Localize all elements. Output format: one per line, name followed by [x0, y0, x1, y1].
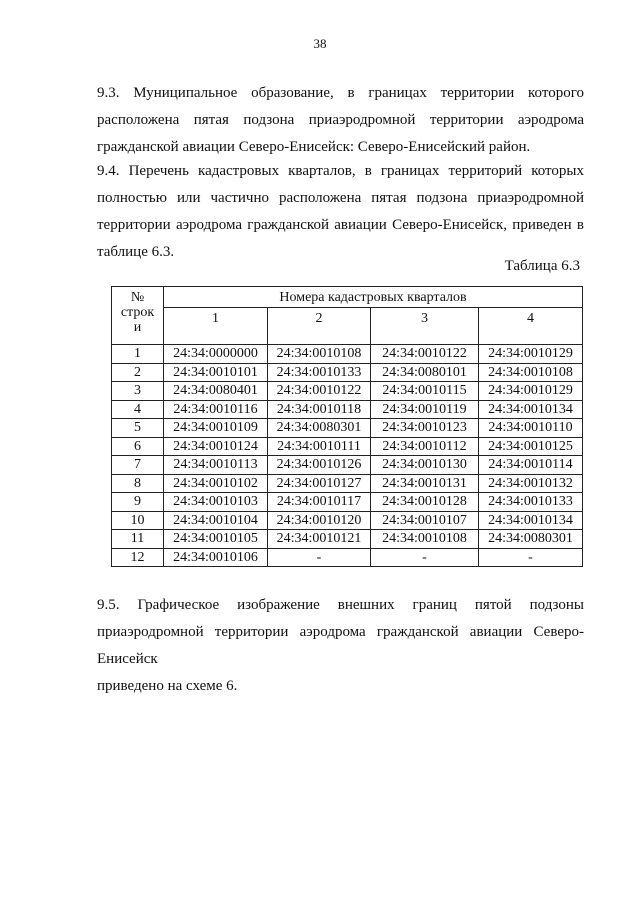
cadastral-number-cell: 24:34:0010131	[371, 474, 479, 493]
cadastral-number-cell: 24:34:0010105	[164, 530, 268, 549]
cadastral-number-cell: 24:34:0010113	[164, 456, 268, 475]
cadastral-number-cell: 24:34:0010120	[268, 511, 371, 530]
cadastral-number-cell: 24:34:0010134	[479, 400, 583, 419]
cadastral-numbers-header: Номера кадастровых кварталов	[164, 287, 583, 308]
cadastral-table	[111, 286, 583, 567]
cadastral-number-cell: 24:34:0010133	[268, 363, 371, 382]
row-number-cell: 6	[112, 437, 164, 456]
cadastral-number-cell: 24:34:0010106	[164, 548, 268, 567]
cadastral-number-cell: 24:34:0010124	[164, 437, 268, 456]
column-header: 3	[371, 308, 479, 345]
cadastral-number-cell: 24:34:0010102	[164, 474, 268, 493]
cadastral-number-cell: 24:34:0010132	[479, 474, 583, 493]
cadastral-number-cell: 24:34:0010103	[164, 493, 268, 512]
row-number-header	[112, 287, 164, 345]
cadastral-number-cell: 24:34:0010129	[479, 382, 583, 401]
table-row	[112, 474, 583, 493]
paragraph-line: 9.3. Муниципальное образование, в границах территории которого	[97, 85, 584, 101]
paragraph-line: расположена пятая подзона приаэродромной территории аэродрома	[97, 112, 584, 128]
cadastral-number-cell: 24:34:0010112	[371, 437, 479, 456]
row-number-cell: 10	[112, 511, 164, 530]
table-row	[112, 530, 583, 549]
cadastral-number-cell: 24:34:0010108	[479, 363, 583, 382]
cadastral-number-cell: 24:34:0010119	[371, 400, 479, 419]
cadastral-number-cell: 24:34:0010123	[371, 419, 479, 438]
column-header: 1	[164, 308, 268, 345]
table-row	[112, 511, 583, 530]
cadastral-number-cell: 24:34:0080401	[164, 382, 268, 401]
row-number-cell: 11	[112, 530, 164, 549]
cadastral-number-cell: 24:34:0010134	[479, 511, 583, 530]
row-number-cell: 3	[112, 382, 164, 401]
cadastral-number-cell: 24:34:0010108	[268, 345, 371, 364]
cadastral-number-cell: 24:34:0010109	[164, 419, 268, 438]
paragraph-9-5	[97, 592, 584, 700]
table-row	[112, 419, 583, 438]
table-row	[112, 363, 583, 382]
cadastral-number-cell: 24:34:0080301	[268, 419, 371, 438]
column-header: 4	[479, 308, 583, 345]
row-number-header-line: строк	[120, 305, 155, 320]
paragraph-line: приаэродромной территории аэродрома гражданской авиации Северо-Енисейск	[97, 624, 584, 667]
cadastral-number-cell: 24:34:0010104	[164, 511, 268, 530]
row-number-cell: 12	[112, 548, 164, 567]
page-number: 38	[313, 36, 327, 51]
cadastral-number-cell: 24:34:0010114	[479, 456, 583, 475]
cadastral-number-cell: 24:34:0010126	[268, 456, 371, 475]
cadastral-number-cell: 24:34:0010133	[479, 493, 583, 512]
cadastral-number-cell: 24:34:0010122	[268, 382, 371, 401]
table-row	[112, 382, 583, 401]
paragraph-line: территории аэродрома гражданской авиации Северо-Енисейск, приведен в	[97, 217, 584, 233]
row-number-cell: 1	[112, 345, 164, 364]
table-row	[112, 548, 583, 567]
row-number-cell: 5	[112, 419, 164, 438]
cadastral-number-cell: 24:34:0000000	[164, 345, 268, 364]
cadastral-number-cell: 24:34:0010110	[479, 419, 583, 438]
cadastral-number-cell: 24:34:0010116	[164, 400, 268, 419]
cadastral-number-cell: 24:34:0010117	[268, 493, 371, 512]
paragraph-line: 9.5. Графическое изображение внешних границ пятой подзоны	[97, 597, 584, 613]
cadastral-number-cell: 24:34:0010128	[371, 493, 479, 512]
table-row	[112, 493, 583, 512]
cadastral-number-cell: 24:34:0010111	[268, 437, 371, 456]
row-number-cell: 7	[112, 456, 164, 475]
paragraph-line: приведено на схеме 6.	[97, 678, 238, 694]
cadastral-number-cell: -	[479, 548, 583, 567]
row-number-header-line: и	[133, 320, 142, 335]
cadastral-number-cell: 24:34:0010101	[164, 363, 268, 382]
row-number-cell: 8	[112, 474, 164, 493]
cadastral-number-cell: 24:34:0010108	[371, 530, 479, 549]
cadastral-number-cell: -	[371, 548, 479, 567]
cadastral-number-cell: 24:34:0010127	[268, 474, 371, 493]
table-caption: Таблица 6.3	[504, 258, 580, 274]
table-row	[112, 456, 583, 475]
row-number-cell: 9	[112, 493, 164, 512]
cadastral-number-cell: -	[268, 548, 371, 567]
row-number-cell: 4	[112, 400, 164, 419]
row-number-header-line: №	[130, 290, 145, 305]
cadastral-number-cell: 24:34:0010122	[371, 345, 479, 364]
cadastral-number-cell: 24:34:0010118	[268, 400, 371, 419]
table-body	[112, 345, 583, 567]
paragraph-9-4	[97, 158, 584, 266]
table-row	[112, 345, 583, 364]
cadastral-number-cell: 24:34:0080301	[479, 530, 583, 549]
table-row	[112, 437, 583, 456]
cadastral-number-cell: 24:34:0010129	[479, 345, 583, 364]
paragraph-line: гражданской авиации Северо-Енисейск: Северо-Енисейский район.	[97, 139, 531, 155]
cadastral-number-cell: 24:34:0010107	[371, 511, 479, 530]
paragraph-line: таблице 6.3.	[97, 244, 175, 260]
cadastral-number-cell: 24:34:0010130	[371, 456, 479, 475]
paragraph-9-3	[97, 80, 584, 161]
paragraph-line: полностью или частично расположена пятая подзона приаэродромной	[97, 190, 584, 206]
table-row	[112, 400, 583, 419]
column-header: 2	[268, 308, 371, 345]
cadastral-number-cell: 24:34:0010125	[479, 437, 583, 456]
paragraph-line: 9.4. Перечень кадастровых кварталов, в границах территорий которых	[97, 163, 584, 179]
cadastral-number-cell: 24:34:0010121	[268, 530, 371, 549]
cadastral-number-cell: 24:34:0010115	[371, 382, 479, 401]
cadastral-number-cell: 24:34:0080101	[371, 363, 479, 382]
row-number-cell: 2	[112, 363, 164, 382]
